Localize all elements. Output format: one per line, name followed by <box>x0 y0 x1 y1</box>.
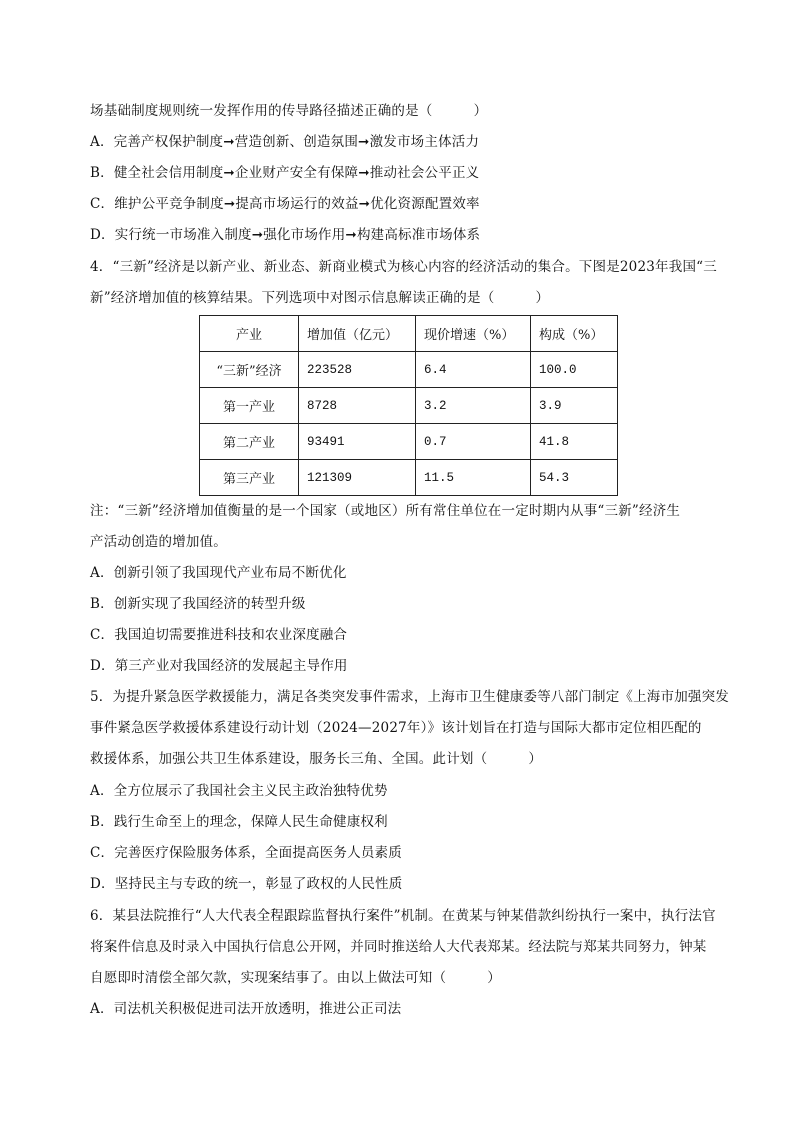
table-row <box>200 352 618 388</box>
q3-option-d: D．实行统一市场准入制度➞强化市场作用➞构建高标准市场体系 <box>90 227 481 243</box>
q5-option-d: D．坚持民主与专政的统一，彰显了政权的人民性质 <box>90 876 403 892</box>
q5-stem-line1: 5．为提升紧急医学救援能力，满足各类突发事件需求，上海市卫生健康委等八部门制定《上海市加强突发 <box>90 689 729 705</box>
table-cell: 93491 <box>299 424 416 460</box>
table-cell: 41.8 <box>531 424 618 460</box>
q4-option-b: B．创新实现了我国经济的转型升级 <box>90 596 306 612</box>
q3-stem-tail: 场基础制度规则统一发挥作用的传导路径描述正确的是（ ） <box>90 103 488 119</box>
q5-option-c: C．完善医疗保险服务体系，全面提高医务人员素质 <box>90 845 402 861</box>
table-cell: 54.3 <box>531 460 618 496</box>
q4-stem-line2: 新”经济增加值的核算结果。下列选项中对图示信息解读正确的是（ ） <box>90 290 550 306</box>
q5-stem-line3: 救援体系，加强公共卫生体系建设，服务长三角、全国。此计划（ ） <box>90 751 543 767</box>
q6-stem-line2: 将案件信息及时录入中国执行信息公开网，并同时推送给人大代表郑某。经法院与郑某共同努力，钟某 <box>90 939 707 955</box>
q6-stem-line1: 6．某县法院推行“人大代表全程跟踪监督执行案件”机制。在黄某与钟某借款纠纷执行一案中，执行法官 <box>90 908 716 924</box>
q6-option-a: A．司法机关积极促进司法开放透明，推进公正司法 <box>90 1001 402 1017</box>
table-cell: 第二产业 <box>200 424 299 460</box>
table-cell: 223528 <box>299 352 416 388</box>
table-cell: 11.5 <box>416 460 531 496</box>
table-row <box>200 424 618 460</box>
q4-option-a: A．创新引领了我国现代产业布局不断优化 <box>90 565 347 581</box>
q3-option-a: A．完善产权保护制度➞营造创新、创造氛围➞激发市场主体活力 <box>90 134 480 150</box>
q6-stem-line3: 自愿即时清偿全部欠款，实现案结事了。由以上做法可知（ ） <box>90 970 501 986</box>
table-header-cell: 产业 <box>200 316 299 352</box>
q5-option-a: A．全方位展示了我国社会主义民主政治独特优势 <box>90 783 388 799</box>
q4-option-c: C．我国迫切需要推进科技和农业深度融合 <box>90 627 348 643</box>
table-header-cell: 现价增速（%） <box>416 316 531 352</box>
table-cell: 第一产业 <box>200 388 299 424</box>
table-row <box>200 388 618 424</box>
table-cell: 121309 <box>299 460 416 496</box>
table-cell: “三新”经济 <box>200 352 299 388</box>
table-cell: 3.9 <box>531 388 618 424</box>
table-header-cell: 增加值（亿元） <box>299 316 416 352</box>
table-cell: 第三产业 <box>200 460 299 496</box>
table-row <box>200 460 618 496</box>
table-cell: 6.4 <box>416 352 531 388</box>
q4-stem-line1: 4．“三新”经济是以新产业、新业态、新商业模式为核心内容的经济活动的集合。下图是2023年我国“三 <box>90 259 717 275</box>
q5-option-b: B．践行生命至上的理念，保障人民生命健康权利 <box>90 814 388 830</box>
q4-note-line2: 产活动创造的增加值。 <box>90 534 227 550</box>
table-cell: 0.7 <box>416 424 531 460</box>
q4-data-table <box>199 315 618 496</box>
q3-option-c: C．维护公平竞争制度➞提高市场运行的效益➞优化资源配置效率 <box>90 196 480 212</box>
table-header-cell: 构成（%） <box>531 316 618 352</box>
table-header-row <box>200 316 618 352</box>
table-cell: 8728 <box>299 388 416 424</box>
table-cell: 100.0 <box>531 352 618 388</box>
q4-option-d: D．第三产业对我国经济的发展起主导作用 <box>90 658 348 674</box>
q5-stem-line2: 事件紧急医学救援体系建设行动计划（2024—2027年）》该计划旨在打造与国际大都市定位相匹配的 <box>90 720 702 736</box>
q3-option-b: B．健全社会信用制度➞企业财产安全有保障➞推动社会公平正义 <box>90 165 480 181</box>
table-cell: 3.2 <box>416 388 531 424</box>
q4-note-line1: 注：“三新”经济增加值衡量的是一个国家（或地区）所有常住单位在一定时期内从事“三新”经济生 <box>90 503 681 519</box>
